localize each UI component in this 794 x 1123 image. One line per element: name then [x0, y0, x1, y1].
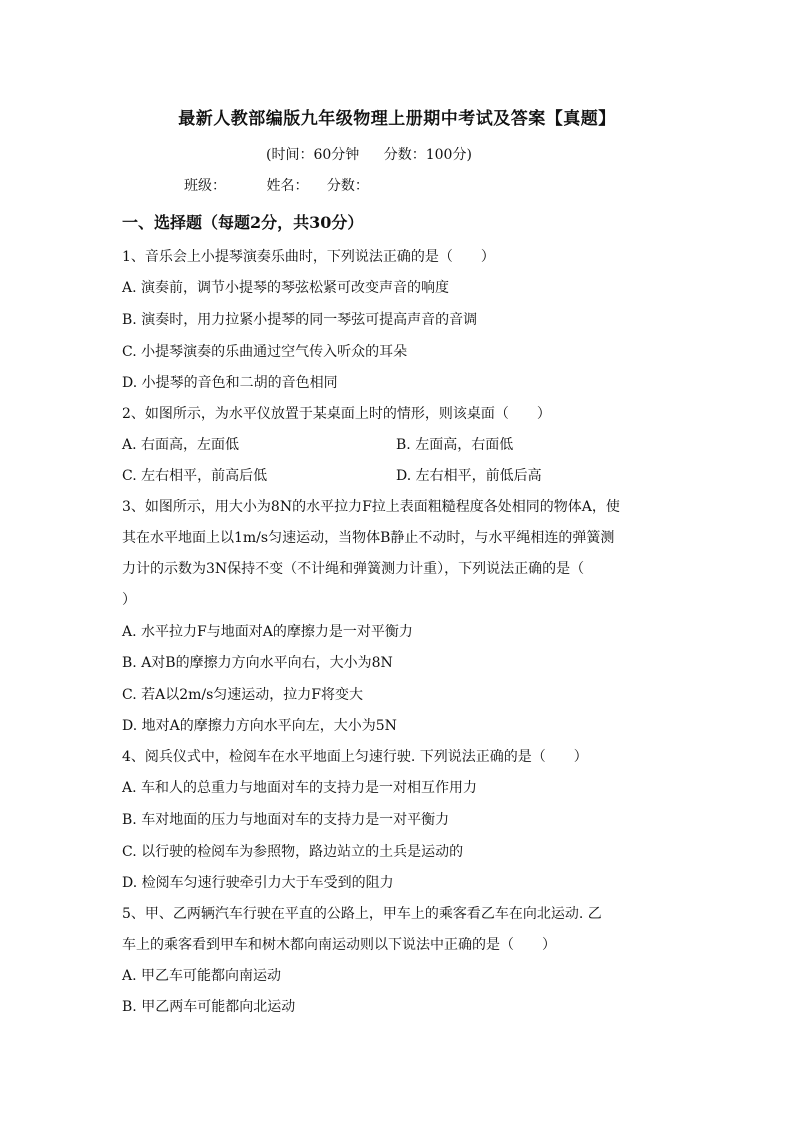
question-3-option-c: C. 若A以2m/s匀速运动，拉力F将变大 [122, 687, 364, 703]
student-info [184, 175, 369, 195]
question-2-option-a: A. 右面高，左面低 [122, 437, 240, 453]
question-5-option-a: A. 甲乙车可能都向南运动 [122, 968, 282, 984]
exam-meta [266, 144, 472, 164]
question-3-stem-line-2: 其在水平地面上以1m/s匀速运动，当物体B静止不动时，与水平绳相连的弹簧测 [122, 530, 615, 546]
question-1-option-b: B. 演奏时，用力拉紧小提琴的同一琴弦可提高声音的音调 [122, 312, 478, 328]
question-4-stem: 4、阅兵仪式中，检阅车在水平地面上匀速行驶. 下列说法正确的是（ ） [122, 749, 588, 765]
question-1-option-d: D. 小提琴的音色和二胡的音色相同 [122, 375, 338, 391]
question-2-option-c: C. 左右相平，前高后低 [122, 468, 268, 484]
name-label: 姓名： [266, 178, 309, 194]
question-4-option-c: C. 以行驶的检阅车为参照物，路边站立的土兵是运动的 [122, 844, 464, 860]
question-3-option-a: A. 水平拉力F与地面对A的摩擦力是一对平衡力 [122, 624, 413, 640]
question-3-stem-line-3: 力计的示数为3N保持不变（不计绳和弹簧测力计重），下列说法正确的是（ [122, 561, 585, 577]
question-4-option-b: B. 车对地面的压力与地面对车的支持力是一对平衡力 [122, 812, 450, 828]
question-4-option-d: D. 检阅车匀速行驶牵引力大于车受到的阻力 [122, 875, 394, 891]
question-3-stem-line-4: ） [122, 592, 136, 608]
question-1-option-a: A. 演奏前，调节小提琴的琴弦松紧可改变声音的响度 [122, 280, 450, 296]
time-label: (时间：60分钟 [266, 147, 360, 163]
question-2-option-d: D. 左右相平，前低后高 [396, 468, 542, 484]
question-2-stem: 2、如图所示，为水平仪放置于某桌面上时的情形，则该桌面（ ） [122, 406, 551, 422]
question-1-option-c: C. 小提琴演奏的乐曲通过空气传入听众的耳朵 [122, 344, 408, 360]
page-title: 最新人教部编版九年级物理上册期中考试及答案【真题】 [178, 109, 616, 129]
section-heading: 一、选择题（每题2分，共30分） [122, 213, 364, 232]
question-3-option-b: B. A对B的摩擦力方向水平向右，大小为8N [122, 655, 393, 671]
question-2-option-b: B. 左面高，右面低 [396, 437, 514, 453]
question-5-stem-line-2: 车上的乘客看到甲车和树木都向南运动则以下说法中正确的是（ ） [122, 937, 556, 953]
question-4-option-a: A. 车和人的总重力与地面对车的支持力是一对相互作用力 [122, 780, 478, 796]
class-label: 班级： [184, 178, 226, 194]
points-label: 分数： [326, 178, 369, 194]
question-5-option-b: B. 甲乙两车可能都向北运动 [122, 999, 296, 1015]
question-3-stem-line-1: 3、如图所示，用大小为8N的水平拉力F拉上表面粗糙程度各处相同的物体A，使 [122, 499, 620, 515]
question-3-option-d: D. 地对A的摩擦力方向水平向左，大小为5N [122, 718, 397, 734]
score-label: 分数：100分) [383, 147, 472, 163]
question-5-stem-line-1: 5、甲、乙两辆汽车行驶在平直的公路上，甲车上的乘客看乙车在向北运动. 乙 [122, 906, 602, 922]
question-1-stem: 1、音乐会上小提琴演奏乐曲时，下列说法正确的是（ ） [122, 249, 495, 265]
